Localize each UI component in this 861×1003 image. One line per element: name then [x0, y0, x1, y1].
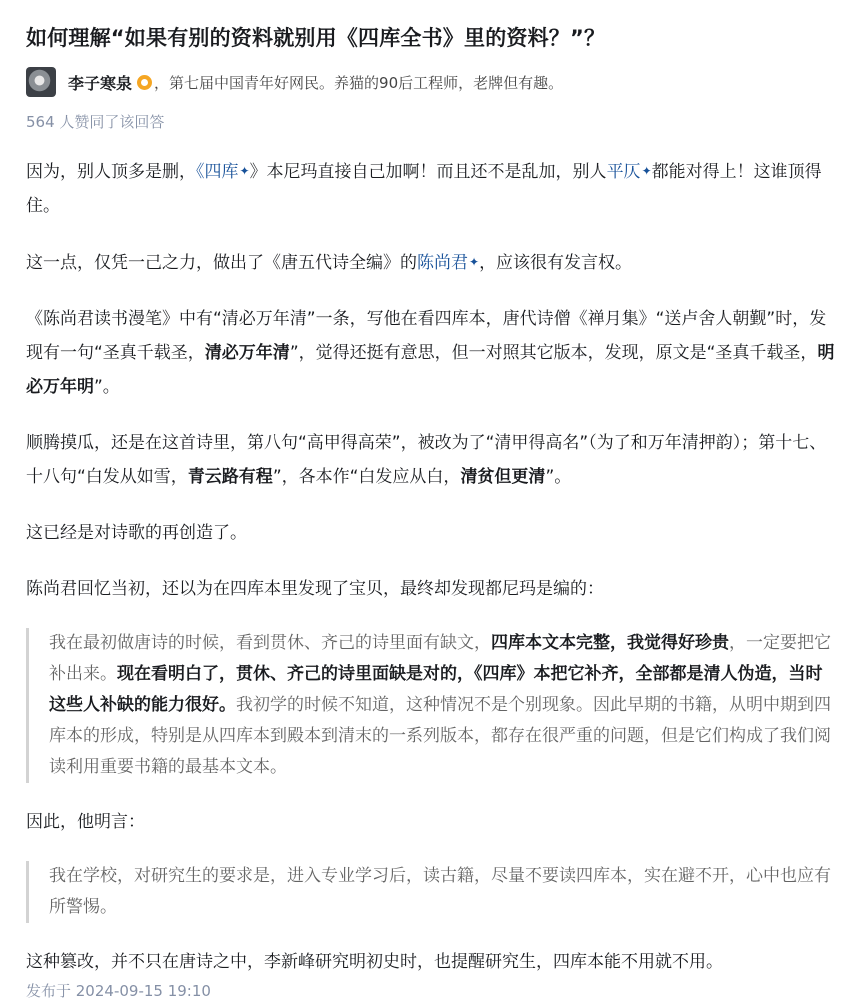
bold-text: 明必万年明 [26, 343, 835, 397]
text: ，应该很有发言权。 [479, 253, 633, 273]
text: ，一定要把它补出来。 [49, 633, 831, 684]
author-bio: 第七届中国青年好网民。养猫的90后工程师，老牌但有趣。 [169, 73, 564, 92]
quote-block: 我在学校，对研究生的要求是，进入专业学习后，读古籍，尽量不要读四库本，实在避不开，心中也应有所警惕。 [26, 861, 835, 923]
text: ”。 [94, 377, 120, 397]
text: 我在最初做唐诗的时候，看到贯休、齐己的诗里面有缺文， [49, 633, 491, 653]
vote-count: 564 人赞同了该回答 [26, 113, 165, 131]
question-title[interactable]: 如何理解“如果有别的资料就别用《四库全书》里的资料？”？ [26, 26, 606, 50]
paragraph: 陈尚君回忆当初，还以为在四库本里发现了宝贝，最终却发现都尼玛是编的： [26, 579, 604, 599]
text: 顺腾摸瓜，还是在这首诗里，第八句“高甲得高荣”，被改为了“清甲得高名”（为了和万年清押韵）；第十七、十八句“白发从如雪， [26, 433, 827, 487]
text: 我初学的时候不知道，这种情况不是个别现象。因此早期的书籍，从明中期到四库本的形成，特别是从四库本到殿本到清末的一系列版本，都存在很严重的问题，但是它们构成了我们阅读利用重要书籍的最基本文本。 [49, 695, 831, 777]
paragraph [26, 302, 835, 404]
sparkle-icon: ✦ [641, 164, 652, 178]
text: 《陈尚君读书漫笔》中有“清必万年清”一条，写他在看四库本，唐代诗僧《禅月集》“送卢舍人朝觐”时，发现有一句“圣真千载圣， [26, 309, 827, 363]
paragraph: 这种篡改，并不只在唐诗之中，李新峰研究明初史时，也提醒研究生，四库本能不用就不用。 [26, 952, 723, 972]
paragraph: 因此，他明言： [26, 812, 145, 832]
bold-text: 四库本文本完整，我觉得好珍贵 [491, 633, 729, 653]
paragraph [26, 426, 835, 494]
avatar[interactable] [26, 67, 56, 97]
author-name[interactable]: 李子寒泉 [68, 73, 133, 93]
keyword-link-siku[interactable] [196, 162, 250, 182]
author-separator: ， [154, 73, 170, 92]
bold-text: 清必万年清 [204, 343, 290, 363]
text: 因为，别人顶多是删， [26, 162, 196, 182]
answer-content [26, 154, 835, 979]
publish-time: 发布于 2024-09-15 19:10 [26, 982, 211, 1000]
paragraph [26, 154, 835, 223]
bold-text: 现在看明白了，贯休、齐己的诗里面缺是对的，《四库》本把它补齐，全部都是清人伪造，当时这些人补缺的能力很好。 [49, 664, 823, 715]
paragraph [26, 245, 835, 280]
author-info [26, 66, 835, 98]
paragraph: 这已经是对诗歌的再创造了。 [26, 523, 247, 543]
keyword-label[interactable]: 《四库 [196, 162, 239, 182]
quote-block [26, 628, 835, 783]
text: ”。 [545, 467, 572, 487]
text: 这一点，仅凭一己之力，做出了《唐五代诗全编》的 [26, 253, 417, 273]
text: 都能对得上！这谁顶得住。 [26, 162, 822, 216]
text: ”，各本作“白发应从白， [272, 467, 461, 487]
keyword-label[interactable]: 陈尚君 [417, 253, 468, 273]
keyword-link-chenshangjun[interactable] [417, 253, 479, 273]
sparkle-icon: ✦ [239, 164, 250, 178]
text: ”，觉得还挺有意思，但一对照其它版本，发现，原文是“圣真千载圣， [289, 343, 818, 363]
sparkle-icon: ✦ [469, 255, 480, 269]
text: 》本尼玛直接自己加啊！而且还不是乱加，别人 [249, 162, 607, 182]
bold-text: 清贫但更清 [460, 467, 546, 487]
bold-text: 青云路有程 [187, 467, 273, 487]
certified-badge-icon[interactable] [137, 75, 152, 90]
keyword-label[interactable]: 平仄 [606, 162, 641, 182]
keyword-link-pingze[interactable] [607, 162, 652, 182]
